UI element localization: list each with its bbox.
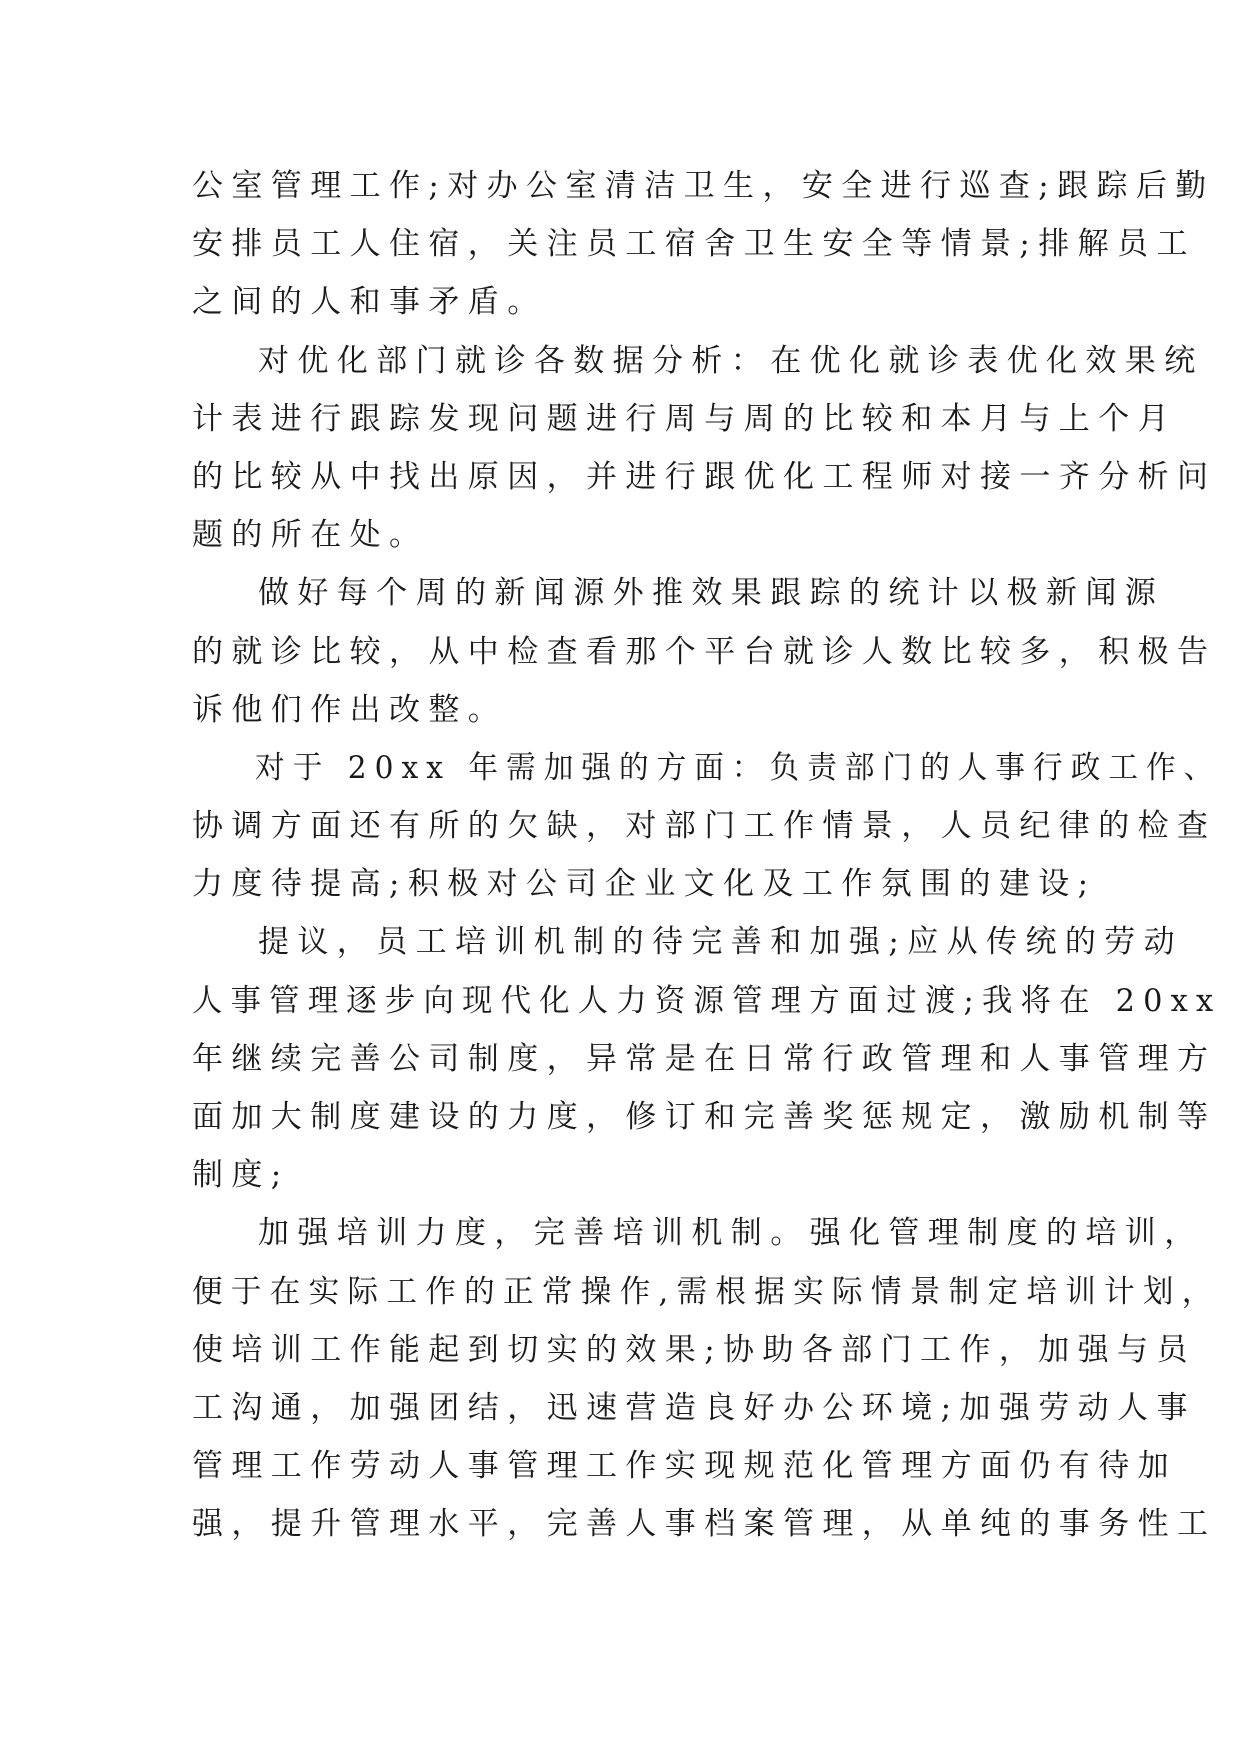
- text-line: 面加大制度建设的力度，修订和完善奖惩规定，激励机制等: [192, 1099, 1217, 1135]
- text-line: 题的所在处。: [192, 517, 429, 554]
- text-line: 强，提升管理水平，完善人事档案管理，从单纯的事务性工: [192, 1506, 1217, 1543]
- text-line: 的就诊比较，从中检查看那个平台就诊人数比较多，积极告: [192, 633, 1217, 670]
- text-line: 使培训工作能起到切实的效果;协助各部门工作，加强与员: [192, 1331, 1196, 1368]
- paragraph-first-line: 对于 20xx 年需加强的方面：负责部门的人事行政工作、: [255, 749, 1222, 786]
- text-line: 计表进行跟踪发现问题进行周与周的比较和本月与上个月: [192, 400, 1177, 437]
- text-line: 力度待提高;积极对公司企业文化及工作氛围的建设;: [192, 866, 1097, 903]
- paragraph-first-line: 加强培训力度，完善培训机制。强化管理制度的培训，: [258, 1215, 1204, 1252]
- paragraph-first-line: 提议，员工培训机制的待完善和加强;应从传统的劳动: [258, 924, 1184, 961]
- text-line: 安排员工人住宿，关注员工宿舍卫生安全等情景;排解员工: [192, 226, 1196, 263]
- text-line: 的比较从中找出原因，并进行跟优化工程师对接一齐分析问: [192, 458, 1217, 495]
- paragraph-first-line: 做好每个周的新闻源外推效果跟踪的统计以极新闻源: [258, 575, 1165, 612]
- text-line: 人事管理逐步向现代化人力资源管理方面过渡;我将在 20xx: [192, 982, 1222, 1019]
- text-line: 管理工作劳动人事管理工作实现规范化管理方面仍有待加: [192, 1448, 1177, 1485]
- paragraph-first-line: 对优化部门就诊各数据分析：在优化就诊表优化效果统: [258, 342, 1204, 379]
- document-body: [192, 157, 1222, 1554]
- text-line: 工沟通，加强团结，迅速营造良好办公环境;加强劳动人事: [192, 1389, 1196, 1426]
- text-line: 之间的人和事矛盾。: [192, 284, 547, 321]
- text-line: 诉他们作出改整。: [192, 691, 508, 728]
- text-line: 协调方面还有所的欠缺，对部门工作情景，人员纪律的检查: [192, 808, 1217, 845]
- text-line: 年继续完善公司制度，异常是在日常行政管理和人事管理方: [192, 1040, 1217, 1077]
- text-line: 制度;: [192, 1157, 290, 1194]
- text-line: 公室管理工作;对办公室清洁卫生，安全进行巡查;跟踪后勤: [192, 168, 1215, 204]
- text-line: 便于在实际工作的正常操作,需根据实际情景制定培训计划，: [192, 1273, 1221, 1310]
